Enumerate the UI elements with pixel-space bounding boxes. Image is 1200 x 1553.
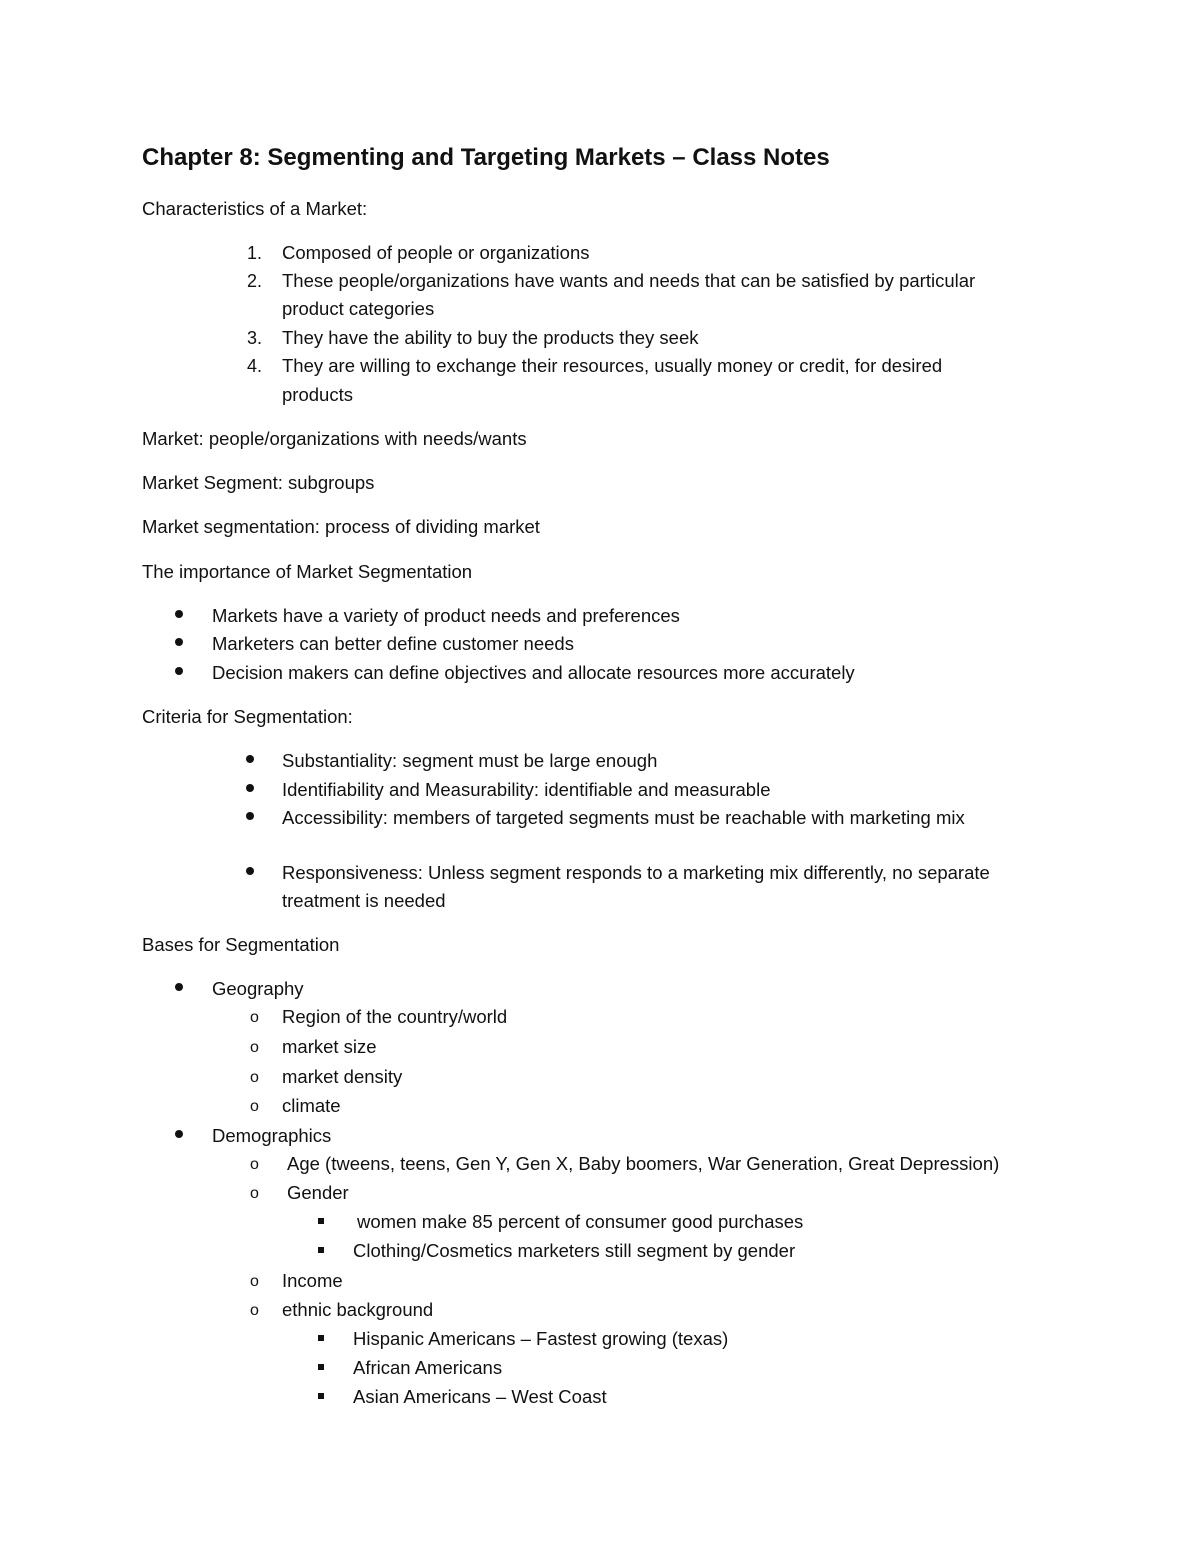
circle-bullet-icon: o — [250, 1273, 259, 1290]
list-item: Substantiality: segment must be large enough — [282, 750, 658, 771]
bullet-icon — [175, 610, 183, 618]
list-item: Composed of people or organizations — [282, 242, 590, 263]
square-bullet-icon — [318, 1393, 324, 1399]
list-number: 3. — [247, 328, 263, 348]
criteria-heading: Criteria for Segmentation: — [142, 706, 353, 727]
list-item: Marketers can better define customer needs — [212, 633, 574, 654]
definition-market-segmentation: Market segmentation: process of dividing market — [142, 516, 540, 537]
sub-list-item: Region of the country/world — [282, 1006, 508, 1027]
circle-bullet-icon: o — [250, 1039, 259, 1056]
sub-sub-list-item: Hispanic Americans – Fastest growing (texas) — [353, 1328, 729, 1349]
sub-list-item: Age (tweens, teens, Gen Y, Gen X, Baby boomers, War Generation, Great Depression) — [287, 1153, 1000, 1174]
list-number: 2. — [247, 271, 263, 291]
sub-list-item: ethnic background — [282, 1299, 434, 1320]
bullet-icon — [246, 867, 254, 875]
bullet-icon — [246, 755, 254, 763]
circle-bullet-icon: o — [250, 1156, 259, 1173]
square-bullet-icon — [318, 1364, 324, 1370]
sub-sub-list-item: Clothing/Cosmetics marketers still segment by gender — [353, 1240, 796, 1261]
list-item: They are willing to exchange their resources, usually money or credit, for desired — [282, 355, 943, 376]
list-item-continuation: product categories — [282, 298, 435, 319]
sub-sub-list-item: women make 85 percent of consumer good purchases — [357, 1211, 804, 1232]
importance-heading: The importance of Market Segmentation — [142, 561, 473, 582]
bases-heading: Bases for Segmentation — [142, 934, 340, 955]
list-item: Geography — [212, 978, 304, 999]
list-item: Demographics — [212, 1125, 332, 1146]
sub-sub-list-item: Asian Americans – West Coast — [353, 1386, 607, 1407]
list-number: 1. — [247, 243, 263, 263]
list-item: They have the ability to buy the products they seek — [282, 327, 699, 348]
circle-bullet-icon: o — [250, 1185, 259, 1202]
bullet-icon — [175, 1130, 183, 1138]
definition-market: Market: people/organizations with needs/wants — [142, 428, 527, 449]
sub-list-item: climate — [282, 1095, 341, 1116]
bullet-icon — [175, 983, 183, 991]
circle-bullet-icon: o — [250, 1302, 259, 1319]
bullet-icon — [175, 667, 183, 675]
bullet-icon — [246, 784, 254, 792]
list-item-continuation: treatment is needed — [282, 890, 446, 911]
list-item: Markets have a variety of product needs and preferences — [212, 605, 680, 626]
square-bullet-icon — [318, 1335, 324, 1341]
bullet-icon — [175, 638, 183, 646]
list-item-continuation: products — [282, 384, 353, 405]
list-item: Responsiveness: Unless segment responds to a marketing mix differently, no separate — [282, 862, 990, 883]
list-number: 4. — [247, 356, 263, 376]
square-bullet-icon — [318, 1218, 324, 1224]
definition-market-segment: Market Segment: subgroups — [142, 472, 375, 493]
sub-sub-list-item: African Americans — [353, 1357, 503, 1378]
sub-list-item: market size — [282, 1036, 377, 1057]
list-item: Decision makers can define objectives and allocate resources more accurately — [212, 662, 855, 683]
sub-list-item: market density — [282, 1066, 403, 1087]
circle-bullet-icon: o — [250, 1098, 259, 1115]
sub-list-item: Income — [282, 1270, 343, 1291]
page-title: Chapter 8: Segmenting and Targeting Markets – Class Notes — [142, 144, 830, 171]
list-item: These people/organizations have wants and needs that can be satisfied by particular — [282, 270, 976, 291]
list-item: Identifiability and Measurability: identifiable and measurable — [282, 779, 771, 800]
circle-bullet-icon: o — [250, 1069, 259, 1086]
list-item: Accessibility: members of targeted segments must be reachable with marketing mix — [282, 807, 965, 828]
sub-list-item: Gender — [287, 1182, 349, 1203]
square-bullet-icon — [318, 1247, 324, 1253]
circle-bullet-icon: o — [250, 1009, 259, 1026]
characteristics-heading: Characteristics of a Market: — [142, 198, 368, 219]
bullet-icon — [246, 812, 254, 820]
